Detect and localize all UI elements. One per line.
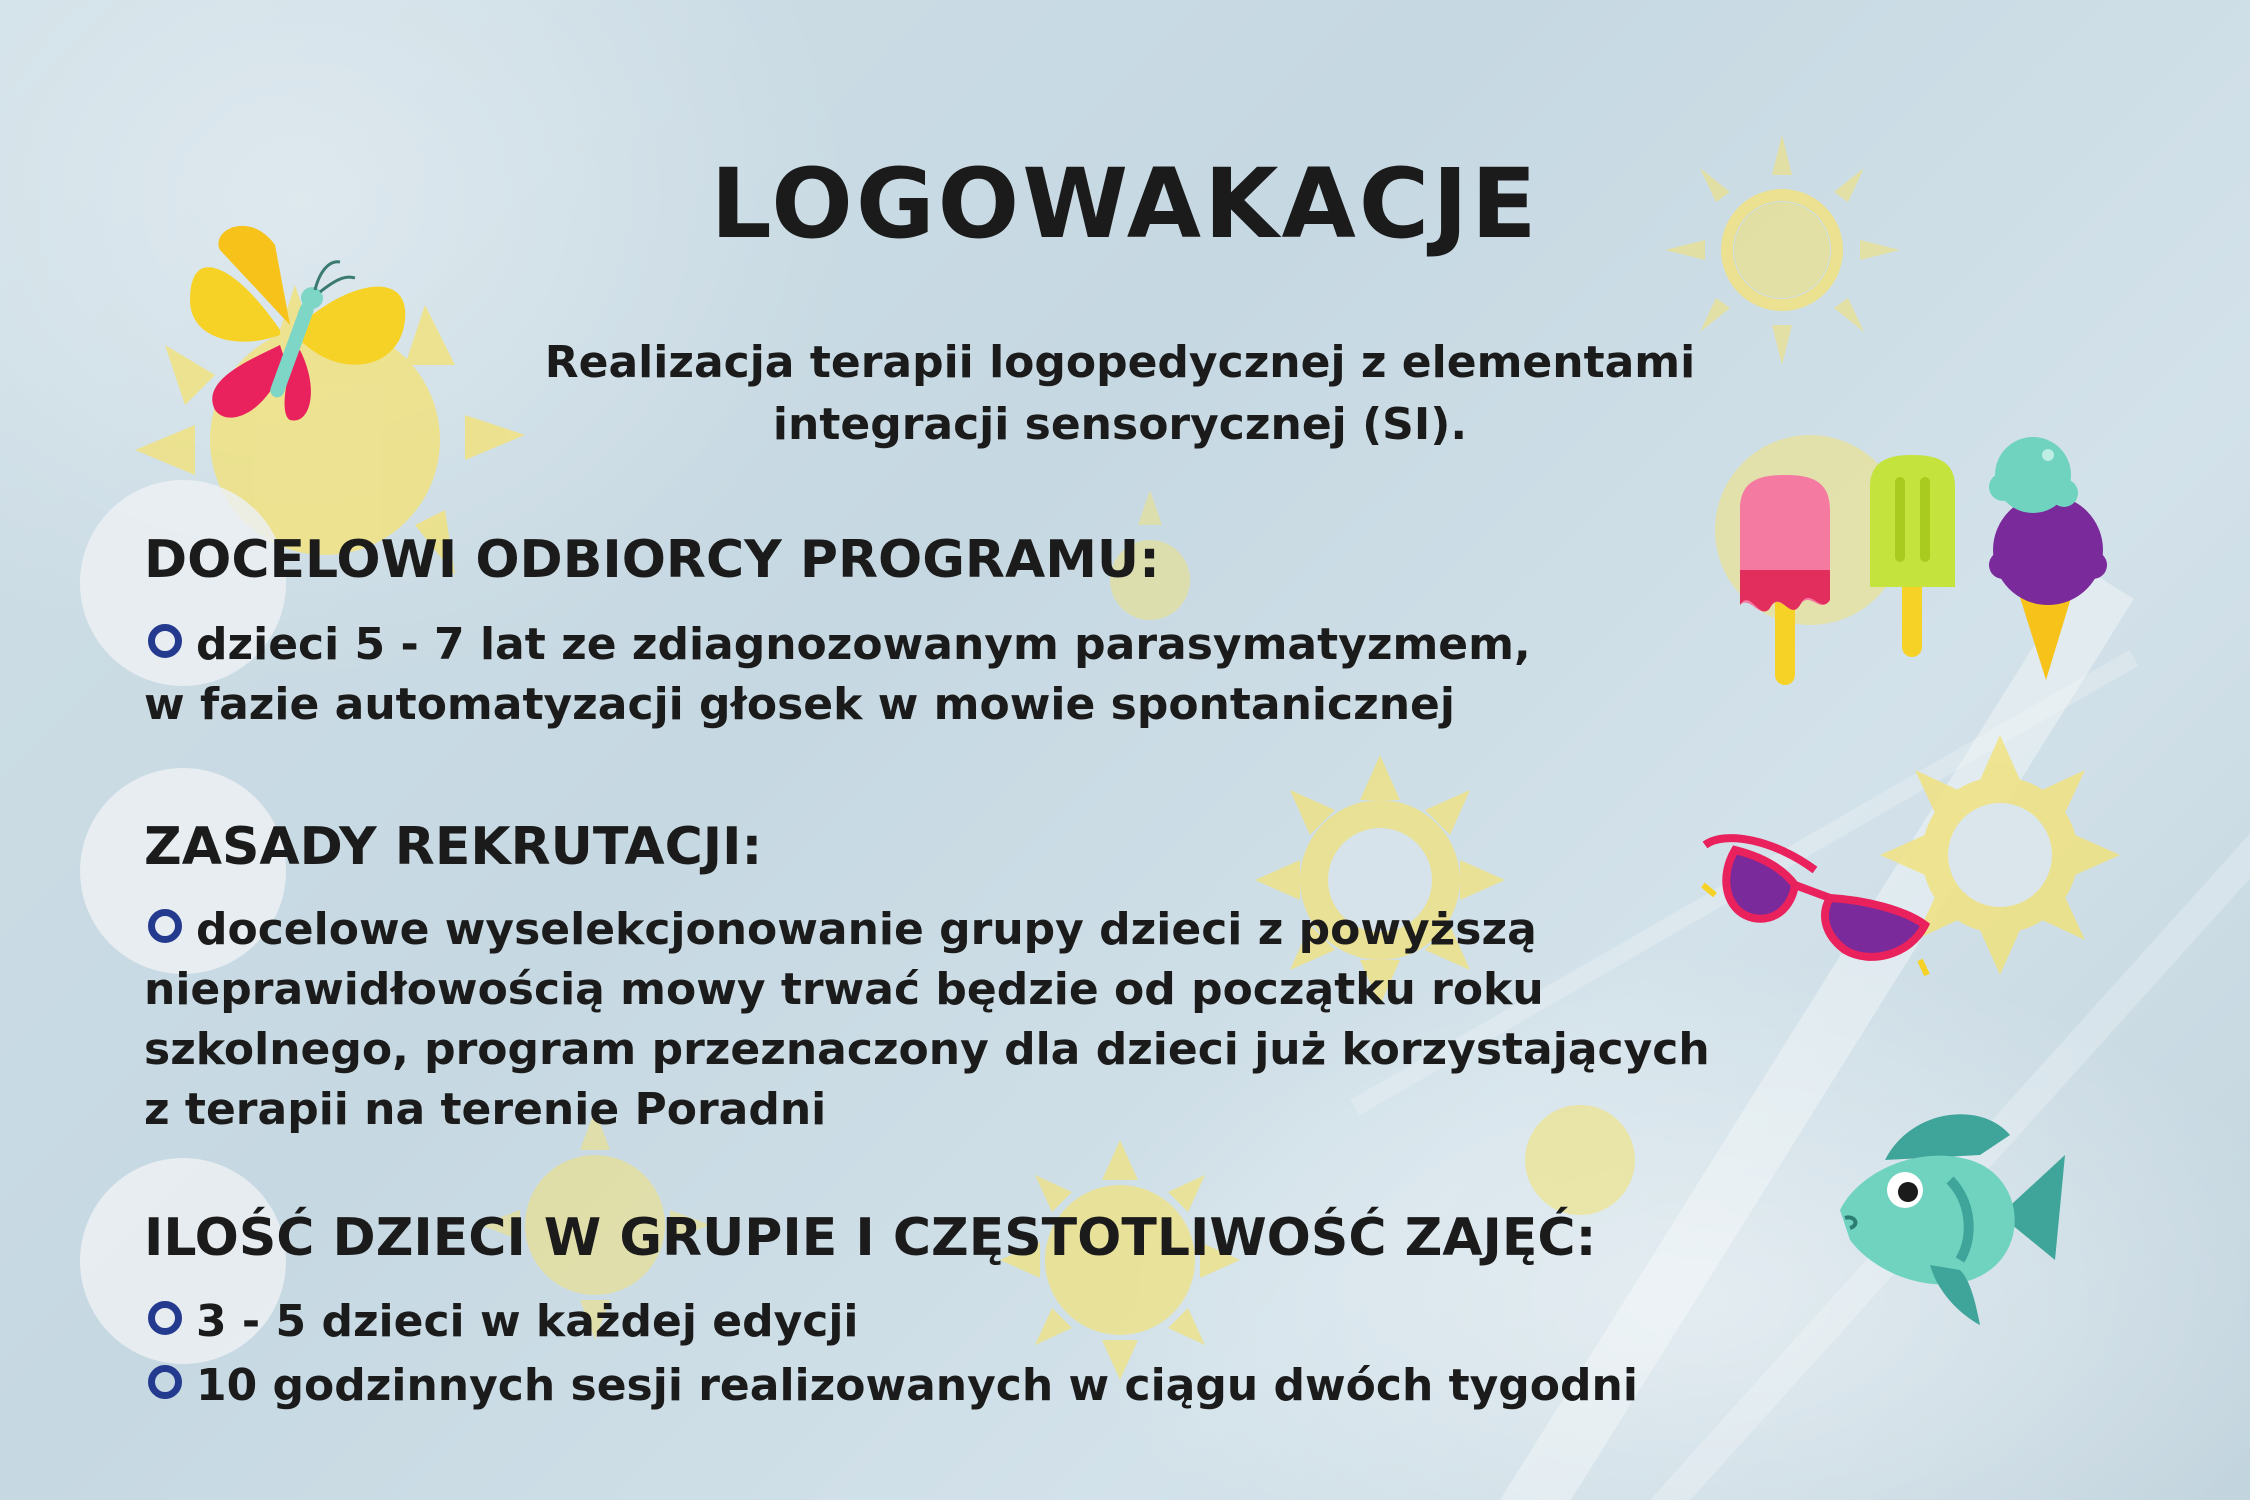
section-heading-audience: DOCELOWI ODBIORCY PROGRAMU: — [144, 530, 1160, 590]
section-body-audience — [144, 615, 1531, 735]
subtitle-line: Realizacja terapii logopedycznej z elementami — [544, 337, 1696, 388]
list-item-text: docelowe wyselekcjonowanie grupy dzieci z powyższą — [196, 904, 1537, 955]
bullet-icon — [148, 1365, 182, 1399]
page-title: LOGOWAKACJE — [710, 148, 1540, 260]
fish-icon — [1830, 1100, 2070, 1330]
list-item — [144, 1292, 1638, 1352]
list-item-text: dzieci 5 - 7 lat ze zdiagnozowanym parasymatyzmem, — [196, 619, 1531, 670]
subtitle-line: integracji sensorycznej (SI). — [772, 399, 1468, 450]
list-item-continuation: w fazie automatyzacji głosek w mowie spontanicznej — [144, 679, 1455, 730]
list-item — [144, 900, 1710, 960]
bullet-icon — [148, 624, 182, 658]
popsicle-icon — [1865, 452, 1960, 657]
section-heading-recruitment: ZASADY REKRUTACJI: — [144, 817, 763, 877]
section-heading-group-size: ILOŚĆ DZIECI W GRUPIE I CZĘSTOTLIWOŚĆ ZAJĘĆ: — [144, 1208, 1597, 1268]
list-item-text: 10 godzinnych sesji realizowanych w ciągu dwóch tygodni — [196, 1360, 1638, 1411]
popsicle-icon — [1735, 470, 1835, 685]
list-item — [144, 615, 1531, 675]
section-body-recruitment — [144, 900, 1710, 1140]
bullet-icon — [148, 1301, 182, 1335]
list-item — [144, 1356, 1638, 1416]
bullet-icon — [148, 909, 182, 943]
subtitle — [470, 332, 1770, 456]
list-item-continuation: nieprawidłowością mowy trwać będzie od początku roku — [144, 964, 1544, 1015]
sunglasses-icon — [1695, 830, 1935, 980]
list-item-text: 3 - 5 dzieci w każdej edycji — [196, 1296, 859, 1347]
ice-cream-cone-icon — [1978, 425, 2113, 680]
section-body-group-size — [144, 1292, 1638, 1416]
list-item-continuation: szkolnego, program przeznaczony dla dzieci już korzystających — [144, 1024, 1710, 1075]
list-item-continuation: z terapii na terenie Poradni — [144, 1084, 827, 1135]
